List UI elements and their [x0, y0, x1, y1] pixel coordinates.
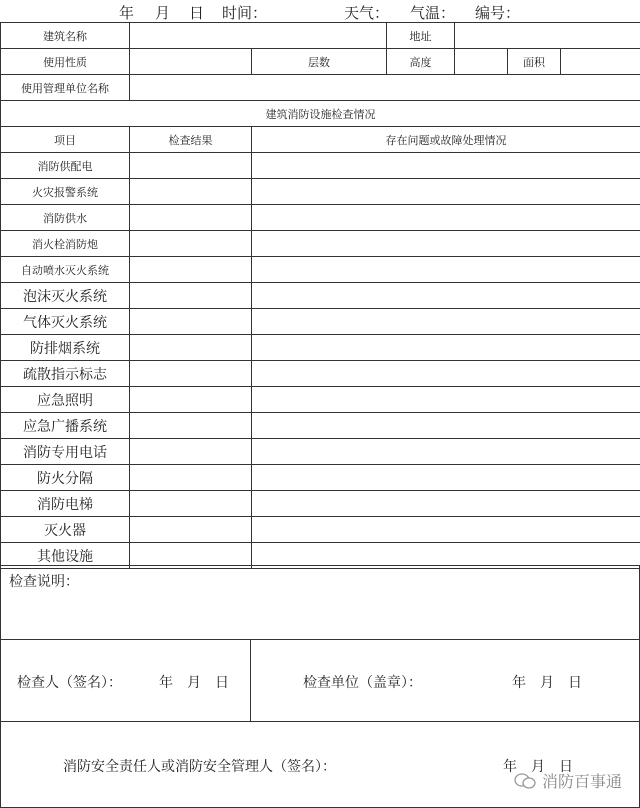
building-name-label: 建筑名称 [1, 23, 130, 49]
result-cell[interactable] [130, 491, 252, 517]
item-label: 应急照明 [1, 387, 130, 413]
table-row [1, 413, 640, 439]
inspector-date: 年 月 日 [159, 675, 229, 691]
header-year: 年 [119, 4, 135, 22]
issues-cell[interactable] [252, 205, 640, 231]
result-cell[interactable] [130, 205, 252, 231]
issues-cell[interactable] [252, 491, 640, 517]
result-cell[interactable] [130, 413, 252, 439]
item-label: 防排烟系统 [1, 335, 130, 361]
header-temperature: 气温： [410, 4, 456, 22]
table-row [1, 517, 640, 543]
responsible-label: 消防安全责任人或消防安全管理人（签名）： [63, 759, 336, 775]
column-item: 项目 [1, 127, 130, 153]
section-title: 建筑消防设施检查情况 [1, 101, 640, 127]
result-cell[interactable] [130, 335, 252, 361]
column-result: 检查结果 [130, 127, 252, 153]
table-row [1, 205, 640, 231]
result-cell[interactable] [130, 361, 252, 387]
result-cell[interactable] [130, 517, 252, 543]
table-row [1, 231, 640, 257]
issues-cell[interactable] [252, 179, 640, 205]
item-label: 自动喷水灭火系统 [1, 257, 130, 283]
table-row [1, 309, 640, 335]
header-time: 时间： [222, 4, 268, 22]
issues-cell[interactable] [252, 465, 640, 491]
item-label: 消火栓消防炮 [1, 231, 130, 257]
item-label: 防火分隔 [1, 465, 130, 491]
item-label: 消防供配电 [1, 153, 130, 179]
issues-cell[interactable] [252, 231, 640, 257]
building-name-field[interactable] [130, 23, 387, 49]
unit-date: 年 月 日 [512, 675, 582, 691]
table-row [1, 283, 640, 309]
result-cell[interactable] [130, 309, 252, 335]
watermark [514, 769, 622, 792]
notes-label: 检查说明： [9, 574, 79, 590]
table-row [1, 361, 640, 387]
header-day: 日 [189, 4, 205, 22]
result-cell[interactable] [130, 439, 252, 465]
item-label: 灭火器 [1, 517, 130, 543]
use-nature-field[interactable] [130, 49, 252, 75]
unit-label: 检查单位（盖章）： [303, 675, 422, 691]
inspection-table [0, 22, 640, 569]
result-cell[interactable] [130, 257, 252, 283]
issues-cell[interactable] [252, 439, 640, 465]
management-unit-label: 使用管理单位名称 [1, 75, 130, 101]
item-label: 火灾报警系统 [1, 179, 130, 205]
item-label: 疏散指示标志 [1, 361, 130, 387]
result-cell[interactable] [130, 387, 252, 413]
column-issues: 存在问题或故障处理情况 [252, 127, 640, 153]
table-row [1, 335, 640, 361]
item-label: 消防供水 [1, 205, 130, 231]
unit-box[interactable] [250, 639, 640, 722]
item-label: 气体灭火系统 [1, 309, 130, 335]
table-row [1, 153, 640, 179]
header-weather: 天气： [344, 4, 390, 22]
table-row [1, 257, 640, 283]
management-unit-field[interactable] [130, 75, 640, 101]
issues-cell[interactable] [252, 335, 640, 361]
issues-cell[interactable] [252, 153, 640, 179]
area-label: 面积 [508, 49, 561, 75]
result-cell[interactable] [130, 231, 252, 257]
table-row [1, 387, 640, 413]
result-cell[interactable] [130, 283, 252, 309]
height-field[interactable] [455, 49, 508, 75]
header-line [0, 0, 640, 22]
header-month: 月 [155, 4, 171, 22]
notes-box[interactable] [0, 565, 640, 640]
issues-cell[interactable] [252, 309, 640, 335]
table-row [1, 491, 640, 517]
item-label: 泡沫灭火系统 [1, 283, 130, 309]
item-label: 应急广播系统 [1, 413, 130, 439]
height-label: 高度 [387, 49, 455, 75]
issues-cell[interactable] [252, 257, 640, 283]
issues-cell[interactable] [252, 517, 640, 543]
issues-cell[interactable] [252, 361, 640, 387]
area-field[interactable] [561, 49, 640, 75]
item-label: 消防专用电话 [1, 439, 130, 465]
issues-cell[interactable] [252, 283, 640, 309]
address-field[interactable] [455, 23, 640, 49]
responsible-date: 年 月 日 [503, 759, 573, 775]
address-label: 地址 [387, 23, 455, 49]
responsible-box[interactable] [0, 721, 640, 808]
header-number: 编号： [475, 4, 521, 22]
result-cell[interactable] [130, 153, 252, 179]
inspector-box[interactable] [0, 639, 251, 722]
issues-cell[interactable] [252, 387, 640, 413]
result-cell[interactable] [130, 465, 252, 491]
item-label: 消防电梯 [1, 491, 130, 517]
wechat-icon [514, 773, 536, 789]
use-nature-label: 使用性质 [1, 49, 130, 75]
item-label: 其他设施 [1, 543, 130, 569]
table-row [1, 465, 640, 491]
inspector-label: 检查人（签名）： [17, 675, 122, 691]
result-cell[interactable] [130, 179, 252, 205]
table-row [1, 439, 640, 465]
watermark-text: 消防百事通 [541, 772, 622, 791]
floors-label: 层数 [252, 49, 387, 75]
issues-cell[interactable] [252, 413, 640, 439]
table-row [1, 179, 640, 205]
